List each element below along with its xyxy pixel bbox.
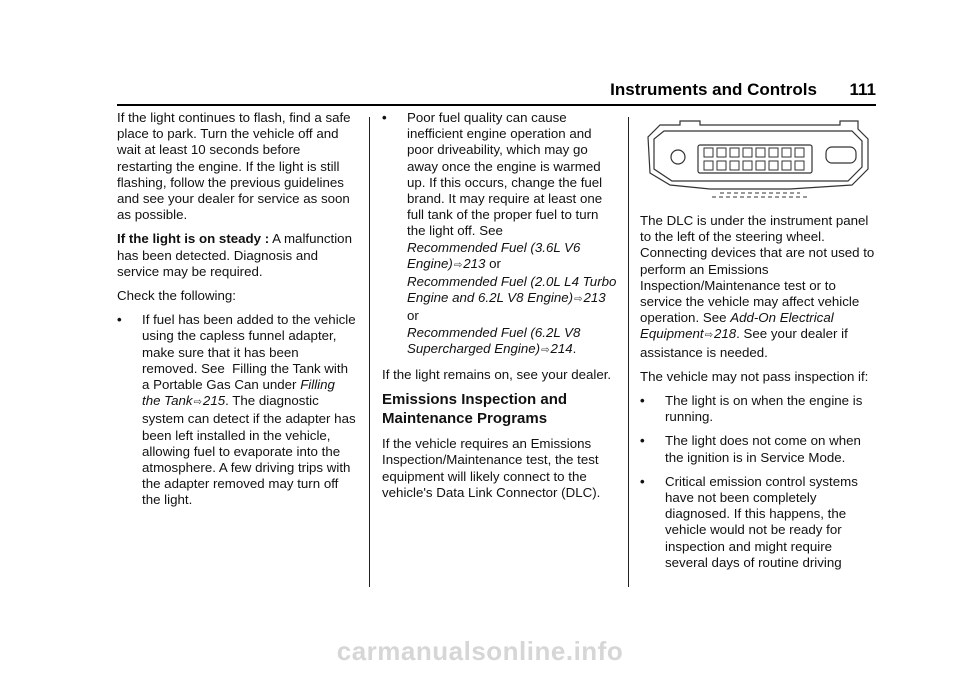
bullet-marker: • [640, 393, 645, 409]
steady-text: A malfunction has been detected. Diagnosis and service may be required. [117, 231, 352, 279]
connector-text: or [407, 308, 419, 324]
bullet-text [142, 312, 357, 508]
list-item [117, 312, 357, 508]
page-ref-arrow-icon: ⇨ [704, 330, 713, 342]
page-ref[interactable]: 215 [202, 393, 226, 409]
check-following: Check the following: [117, 288, 236, 304]
page-ref[interactable]: 213 [463, 255, 486, 271]
bullet-text: The light is on when the engine is running. [665, 393, 863, 425]
cross-reference-link[interactable]: Recommended Fuel (3.6L V6 Engine) [407, 239, 581, 271]
column-divider-2 [628, 117, 629, 587]
punctuation: . [572, 340, 577, 356]
steady-label: If the light is on steady : [117, 231, 270, 247]
bullet-marker: • [640, 473, 645, 489]
connector-text: or [485, 255, 501, 271]
bullet-text: The light does not come on when the ignition is in Service Mode. [665, 433, 861, 465]
cross-reference-link[interactable]: Recommended Fuel (2.0L L4 Turbo Engine and 6.2L V8 Engine) [407, 274, 617, 306]
paragraph-text-part: The DLC is under the instrument panel to the left of the steering wheel. Connecting devices that are not used to perform an Emissions Inspection/Maintenance test or to service the vehicle may affect vehicle operation. See [640, 213, 875, 326]
page-ref[interactable]: 218 [713, 326, 737, 342]
bullet-text-part: Poor fuel quality can cause inefficient engine operation and poor driveability, which may go away once the engine is warmed up. If this occurs, change the fuel brand. It may require at least one full tank of the proper fuel to turn the light off. See [407, 110, 603, 239]
page-ref-arrow-icon: ⇨ [574, 294, 583, 306]
bullet-text [407, 110, 619, 359]
cross-reference-link[interactable]: Add-On Electrical Equipment [640, 310, 834, 342]
bullet-text-part: If fuel has been added to the vehicle using the capless funnel adapter, make sure that it has been removed. See Filling the Tank with a Portable Gas Can under [142, 312, 356, 393]
list-item [382, 110, 619, 359]
page-ref-arrow-icon: ⇨ [453, 259, 463, 271]
bullet-marker: • [640, 433, 645, 449]
bullet-marker: • [382, 110, 387, 125]
list-item [640, 433, 876, 465]
header-rule [117, 104, 876, 106]
column-3 [640, 213, 876, 579]
page-number: 111 [849, 80, 876, 99]
dlc-connector-icon [640, 117, 876, 203]
page-ref-arrow-icon: ⇨ [541, 344, 550, 356]
column-2 [382, 110, 619, 509]
paragraph-emissions: If the vehicle requires an Emissions Inspection/Maintenance test, the test equipment will likely connect to the vehicle's Data Link Connector (DLC). [382, 436, 601, 500]
cross-reference-link[interactable]: Filling the Tank [142, 377, 335, 409]
list-item [640, 393, 876, 425]
bullet-text: Critical emission control systems have not been completely diagnosed. If this happens, the vehicle would not be ready for inspection and might require several days of routine driving [665, 473, 858, 570]
page-ref[interactable]: 214 [550, 340, 573, 356]
list-item [640, 474, 876, 571]
section-heading: Emissions Inspection and Maintenance Programs [382, 391, 568, 427]
section-title: Instruments and Controls [610, 80, 817, 99]
column-divider-1 [369, 117, 370, 587]
watermark: carmanualsonline.info [336, 636, 624, 666]
bullet-marker: • [117, 312, 122, 328]
page-ref[interactable]: 213 [583, 290, 606, 306]
paragraph-steady [117, 231, 357, 280]
paragraph-text-part: . See your dealer if assistance is needed. [640, 326, 848, 360]
column-1 [117, 110, 357, 517]
paragraph-flashing: If the light continues to flash, find a safe place to park. Turn the vehicle off and wait at least 10 seconds before restarting the engine. If the light is still flashing, follow the previous guidelines and see your dealer for service as soon as possible. [117, 110, 351, 223]
paragraph-dlc [640, 213, 876, 361]
page-ref-arrow-icon: ⇨ [193, 397, 202, 409]
cross-reference-link[interactable]: Recommended Fuel (6.2L V8 Supercharged Engine) [407, 324, 581, 356]
bullet-text-part: . The diagnostic system can detect if the adapter has been left installed in the vehicle, allowing fuel to evaporate into the atmosphere. A few driving trips with the adapter removed may turn off the light. [142, 393, 356, 508]
paragraph-may-not-pass: The vehicle may not pass inspection if: [640, 368, 869, 384]
paragraph-remains-on: If the light remains on, see your dealer. [382, 367, 612, 383]
